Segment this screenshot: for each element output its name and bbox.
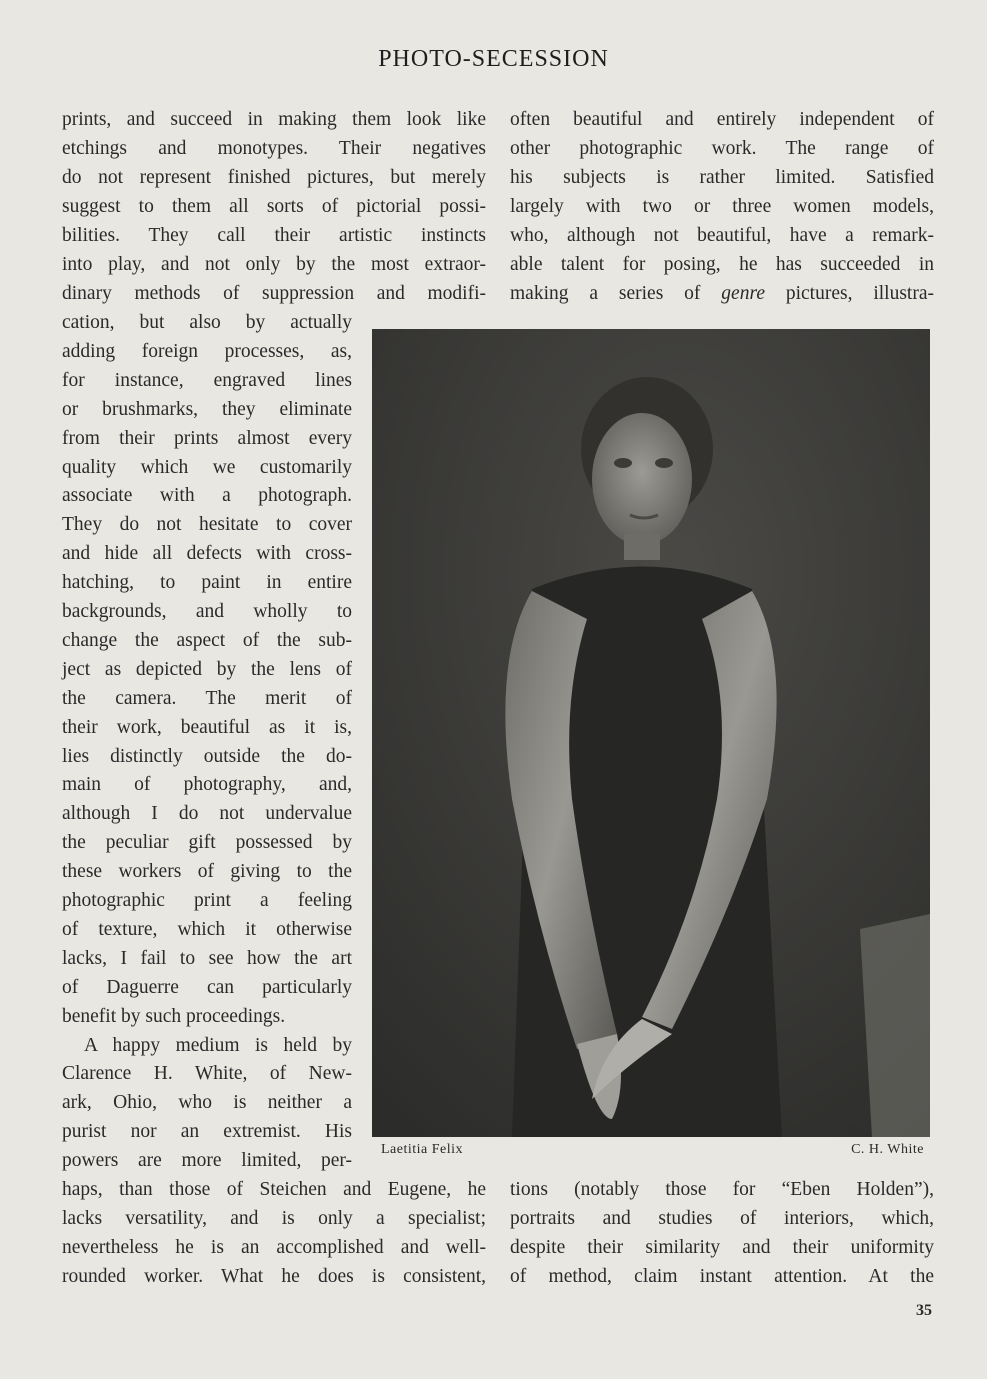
- text-line: these workers of giving to the: [62, 861, 352, 882]
- text-line: benefit by such proceedings.: [62, 1006, 286, 1027]
- text-line: able talent for posing, he has succeeded in: [510, 254, 934, 275]
- text-line: lacks, I fail to see how the art: [62, 948, 352, 969]
- photo-caption-credit: C. H. White: [851, 1142, 924, 1157]
- text-line: hatching, to paint in entire: [62, 572, 352, 593]
- text-line: cation, but also by actually: [62, 312, 352, 333]
- text-line: the camera. The merit of: [62, 688, 352, 709]
- text-line: nevertheless he is an accomplished and well-: [62, 1237, 486, 1258]
- text-line: Clarence H. White, of New-: [62, 1063, 352, 1084]
- text-line: change the aspect of the sub-: [62, 630, 352, 651]
- portrait-image: [372, 329, 930, 1137]
- text-line: dinary methods of suppression and modifi-: [62, 283, 486, 304]
- emphasized-word: genre: [721, 283, 765, 304]
- text-fragment: pictures, illustra-: [764, 283, 934, 304]
- text-line: ject as depicted by the lens of: [62, 659, 352, 680]
- text-line: backgrounds, and wholly to: [62, 601, 352, 622]
- text-line: etchings and monotypes. Their negatives: [62, 138, 486, 159]
- text-line: largely with two or three women models,: [510, 196, 934, 217]
- text-line: from their prints almost every: [62, 428, 352, 449]
- text-line: do not represent finished pictures, but merely: [62, 167, 486, 188]
- text-line: of texture, which it otherwise: [62, 919, 352, 940]
- text-line: or brushmarks, they eliminate: [62, 399, 352, 420]
- text-line: lies distinctly outside the do-: [62, 746, 352, 767]
- text-line: portraits and studies of interiors, which,: [510, 1208, 934, 1229]
- text-line: for instance, engraved lines: [62, 370, 352, 391]
- text-line: They do not hesitate to cover: [62, 514, 352, 535]
- text-line: powers are more limited, per-: [62, 1150, 352, 1171]
- text-line: and hide all defects with cross-: [62, 543, 352, 564]
- text-line: ark, Ohio, who is neither a: [62, 1092, 352, 1113]
- text-line: often beautiful and entirely independent of: [510, 109, 934, 130]
- text-line: the peculiar gift possessed by: [62, 832, 352, 853]
- text-line: although I do not undervalue: [62, 803, 352, 824]
- text-line: purist nor an extremist. His: [62, 1121, 352, 1142]
- text-line: associate with a photograph.: [62, 485, 352, 506]
- photo-caption-title: Laetitia Felix: [381, 1142, 464, 1157]
- text-line: adding foreign processes, as,: [62, 341, 352, 362]
- text-line: other photographic work. The range of: [510, 138, 934, 159]
- text-line: his subjects is rather limited. Satisfied: [510, 167, 934, 188]
- text-line: quality which we customarily: [62, 457, 352, 478]
- text-line: [510, 279, 934, 308]
- text-line: of Daguerre can particularly: [62, 977, 352, 998]
- text-line: prints, and succeed in making them look like: [62, 109, 486, 130]
- text-line: haps, than those of Steichen and Eugene, he: [62, 1179, 486, 1200]
- text-line: bilities. They call their artistic instincts: [62, 225, 486, 246]
- text-line: their work, beautiful as it is,: [62, 717, 352, 738]
- text-line: suggest to them all sorts of pictorial possi-: [62, 196, 486, 217]
- text-line: of method, claim instant attention. At the: [510, 1266, 934, 1287]
- text-line: who, although not beautiful, have a remark-: [510, 225, 934, 246]
- text-line: photographic print a feeling: [62, 890, 352, 911]
- text-line: lacks versatility, and is only a specialist;: [62, 1208, 486, 1229]
- text-line: main of photography, and,: [62, 774, 352, 795]
- text-line: despite their similarity and their uniformity: [510, 1237, 934, 1258]
- text-line: rounded worker. What he does is consistent,: [62, 1266, 486, 1287]
- text-line: A happy medium is held by: [84, 1035, 352, 1056]
- text-line: tions (notably those for “Eben Holden”),: [510, 1179, 934, 1200]
- running-head: PHOTO-SECESSION: [378, 46, 609, 72]
- page-number: 35: [916, 1302, 932, 1319]
- portrait-photograph: [372, 329, 930, 1137]
- text-line: into play, and not only by the most extraor-: [62, 254, 486, 275]
- text-fragment: making a series of: [510, 283, 722, 304]
